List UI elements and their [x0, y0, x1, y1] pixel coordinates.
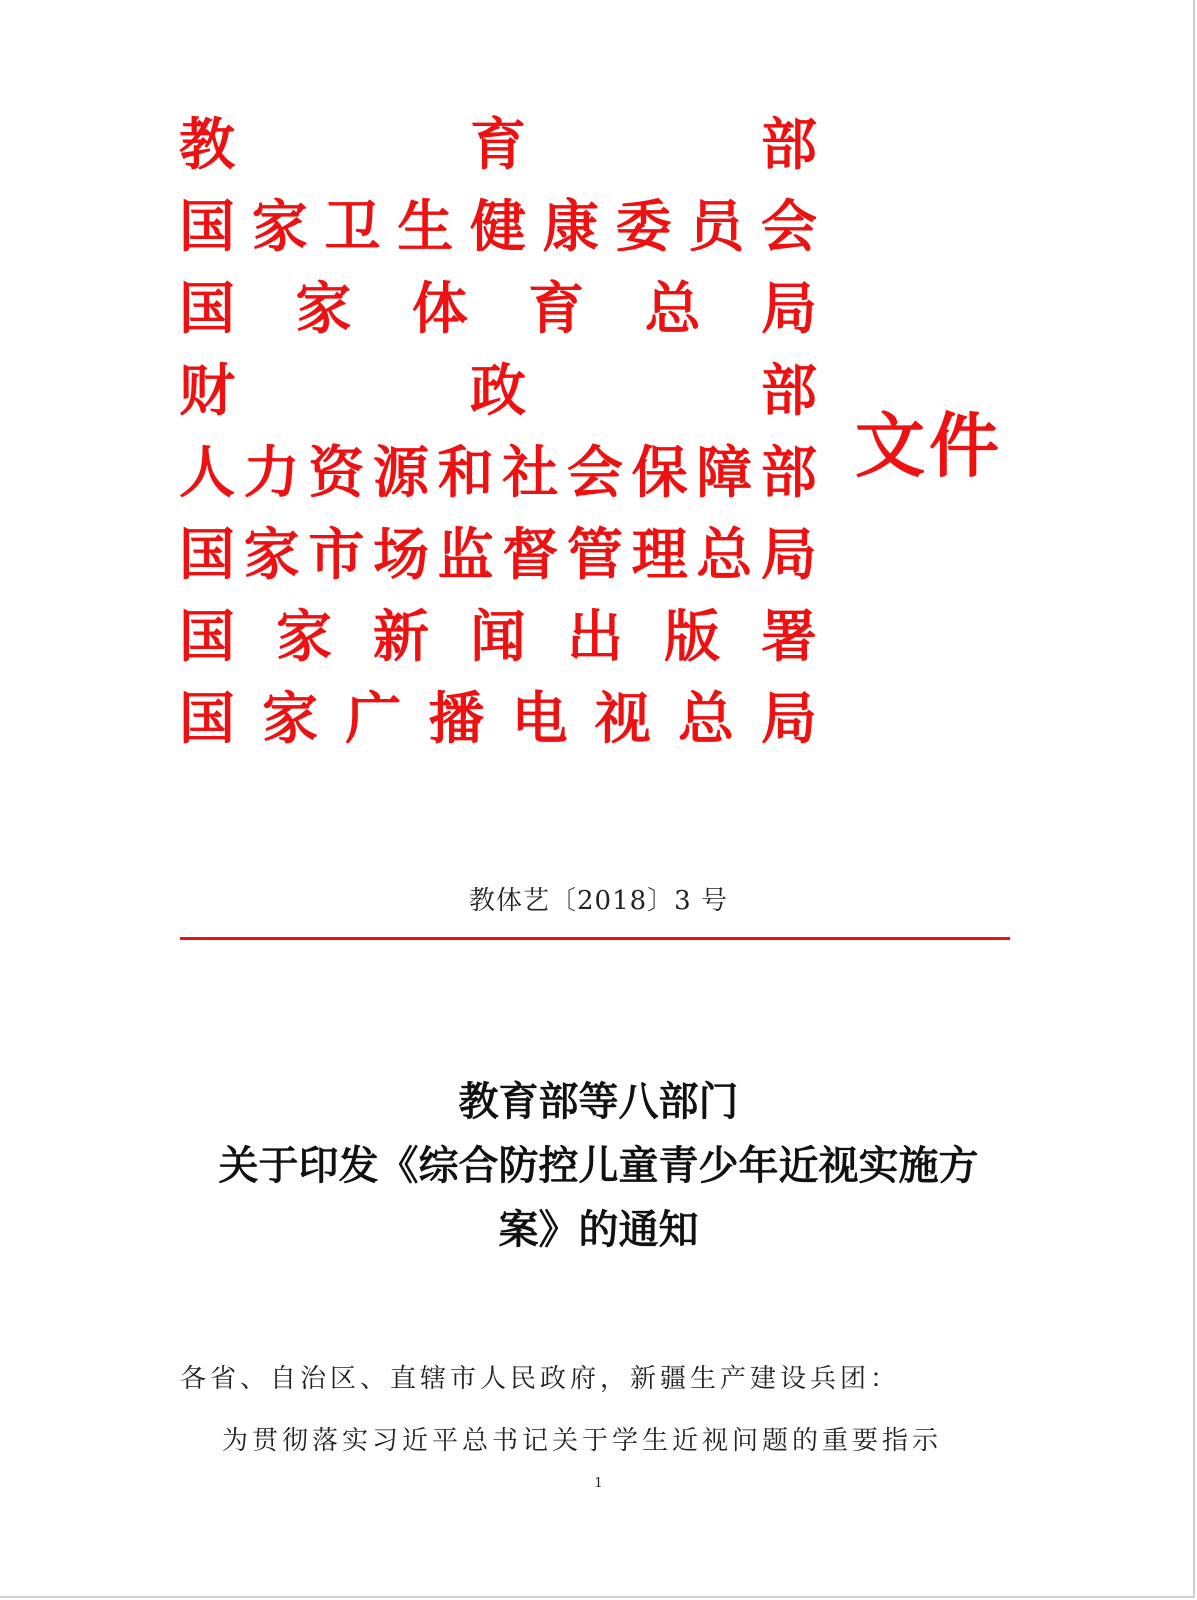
ministry-char: 家 [262, 686, 319, 752]
ministry-char: 监 [437, 522, 494, 588]
ministry-line [178, 432, 818, 514]
ministry-line [178, 186, 818, 268]
ministry-line [178, 596, 818, 678]
ministry-char: 家 [276, 604, 332, 670]
ministry-char: 新 [373, 604, 429, 670]
ministry-char: 管 [566, 522, 623, 588]
ministry-line [178, 268, 818, 350]
ministry-char: 力 [243, 440, 300, 506]
ministry-char: 版 [664, 604, 720, 670]
page-number: 1 [594, 1476, 603, 1491]
ministry-char: 社 [502, 440, 559, 506]
document-number: 教体艺〔2018〕3 号 [469, 886, 728, 916]
ministry-char: 部 [761, 358, 817, 424]
ministry-char: 健 [470, 194, 526, 260]
ministry-char: 场 [372, 522, 429, 588]
ministry-char: 视 [594, 686, 651, 752]
ministry-char: 局 [760, 276, 817, 342]
ministry-char: 部 [761, 112, 817, 178]
addressee: 各省、自治区、直辖市人民政府，新疆生产建设兵团： [180, 1364, 901, 1394]
ministry-char: 市 [308, 522, 365, 588]
ministry-char: 理 [631, 522, 688, 588]
ministry-char: 政 [470, 358, 526, 424]
ministry-char: 育 [470, 112, 526, 178]
ministry-char: 财 [179, 358, 235, 424]
ministry-char: 育 [528, 276, 585, 342]
ministry-char: 人 [179, 440, 235, 506]
red-separator-line [180, 937, 1010, 940]
ministry-char: 闻 [470, 604, 526, 670]
ministry-char: 局 [760, 522, 817, 588]
ministry-char: 播 [428, 686, 485, 752]
notice-title [150, 1070, 1047, 1262]
ministry-char: 委 [615, 194, 672, 260]
ministry-char: 国 [179, 522, 235, 588]
ministry-line [178, 678, 818, 760]
ministry-char: 电 [511, 686, 568, 752]
ministry-char: 员 [688, 194, 745, 260]
ministry-char: 部 [760, 440, 817, 506]
ministry-char: 出 [567, 604, 623, 670]
ministry-char: 国 [179, 276, 235, 342]
ministry-char: 署 [761, 604, 817, 670]
title-line-2: 关于印发《综合防控儿童青少年近视实施方 [218, 1142, 979, 1189]
ministry-char: 局 [760, 686, 817, 752]
ministry-char: 保 [631, 440, 688, 506]
ministry-char: 教 [179, 112, 235, 178]
ministry-char: 康 [542, 194, 599, 260]
ministry-char: 资 [308, 440, 365, 506]
body-paragraph: 为贯彻落实习近平总书记关于学生近视问题的重要指示 [222, 1426, 943, 1456]
ministry-char: 总 [644, 276, 701, 342]
ministry-line [178, 350, 818, 432]
ministry-char: 源 [372, 440, 429, 506]
ministry-char: 家 [243, 522, 300, 588]
ministry-char: 会 [566, 440, 623, 506]
title-line-1: 教育部等八部门 [458, 1078, 739, 1125]
ministry-char: 国 [179, 604, 235, 670]
ministry-char: 卫 [324, 194, 381, 260]
ministry-char: 和 [437, 440, 494, 506]
ministry-char: 会 [761, 194, 817, 260]
ministry-line [178, 104, 818, 186]
ministry-char: 家 [251, 194, 308, 260]
ministry-char: 广 [345, 686, 402, 752]
ministry-char: 总 [677, 686, 734, 752]
ministry-char: 国 [179, 194, 235, 260]
ministry-char: 国 [179, 686, 235, 752]
ministry-char: 障 [696, 440, 753, 506]
issuing-ministries [178, 104, 818, 760]
ministry-char: 体 [411, 276, 468, 342]
ministry-char: 生 [397, 194, 454, 260]
ministry-char: 总 [696, 522, 753, 588]
document-suffix: 文件 [855, 404, 1003, 487]
ministry-char: 家 [295, 276, 352, 342]
title-line-3: 案》的通知 [498, 1206, 699, 1253]
ministry-line [178, 514, 818, 596]
ministry-char: 督 [502, 522, 559, 588]
